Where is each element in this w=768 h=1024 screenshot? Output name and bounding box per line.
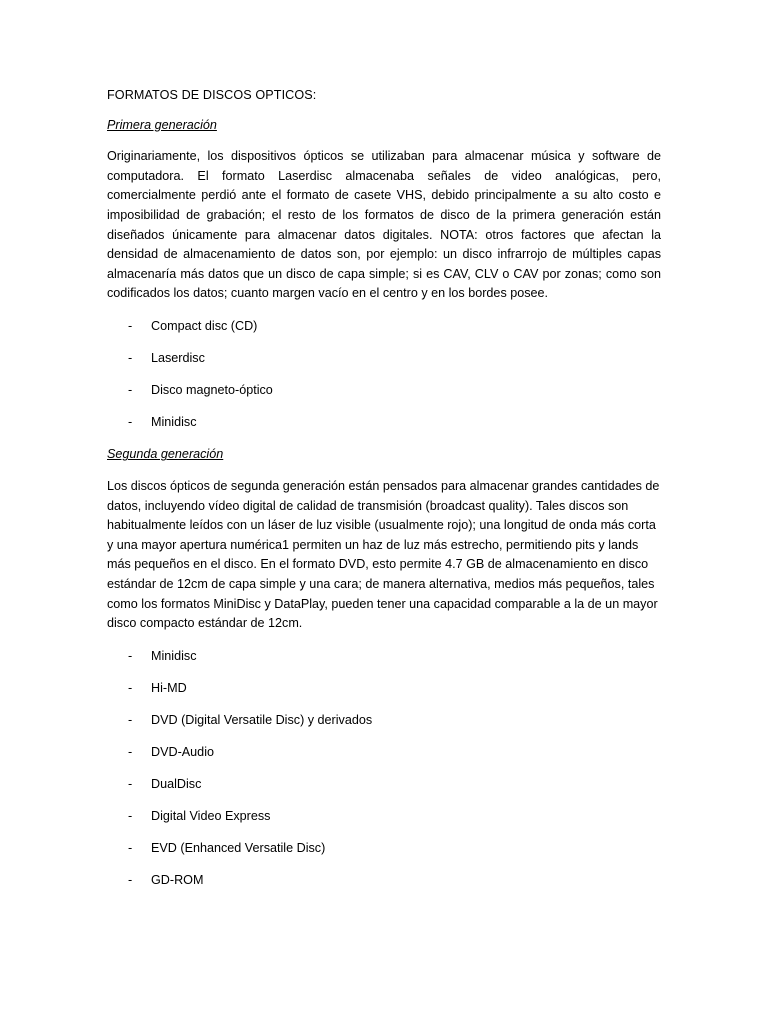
list-item (107, 381, 661, 401)
dash-bullet: - (128, 318, 133, 333)
list-item-label: Laserdisc (151, 350, 205, 365)
list-item (107, 349, 661, 369)
section-heading-segunda: Segunda generación (107, 447, 224, 462)
list-item (107, 711, 661, 731)
document-title: FORMATOS DE DISCOS OPTICOS: (107, 88, 317, 102)
list-item-label: DVD (Digital Versatile Disc) y derivados (151, 712, 373, 727)
dash-bullet: - (128, 680, 133, 695)
dash-bullet: - (128, 648, 133, 663)
format-list-segunda (107, 647, 661, 890)
dash-bullet: - (128, 840, 133, 855)
list-item (107, 317, 661, 337)
section-paragraph-primera: Originariamente, los dispositivos ópticos se utilizaban para almacenar música y software de computadora. El formato Laserdisc almacenaba señales de video analógicas, pero, comercialmente perdió ante el formato de casete VHS, debido principalmente a su alto costo e imposibilidad de grabación; el resto de los formatos de disco de la primera generación están diseñados únicamente para almacenar datos digitales. NOTA: otros factores que afectan la densidad de almacenamiento de datos son, por ejemplo: un disco infrarrojo de múltiples capas almacenaría más datos que un disco de capa simple; si es CAV, CLV o CAV por zonas; como son codificados los datos; cuanto margen vacío en el centro y en los bordes posee. (107, 149, 661, 301)
list-item-label: DualDisc (151, 776, 202, 791)
format-list-primera (107, 317, 661, 433)
dash-bullet: - (128, 776, 133, 791)
list-item (107, 871, 661, 891)
list-item-label: Hi-MD (151, 680, 187, 695)
list-item-label: Disco magneto-óptico (151, 382, 273, 397)
list-item (107, 647, 661, 667)
dash-bullet: - (128, 382, 133, 397)
list-item (107, 413, 661, 433)
dash-bullet: - (128, 350, 133, 365)
list-item-label: Minidisc (151, 414, 197, 429)
dash-bullet: - (128, 414, 133, 429)
dash-bullet: - (128, 712, 133, 727)
dash-bullet: - (128, 744, 133, 759)
list-item-label: DVD-Audio (151, 744, 214, 759)
list-item-label: EVD (Enhanced Versatile Disc) (151, 840, 326, 855)
list-item (107, 807, 661, 827)
list-item (107, 743, 661, 763)
document-page (107, 86, 661, 902)
list-item (107, 839, 661, 859)
dash-bullet: - (128, 808, 133, 823)
section-paragraph-segunda: Los discos ópticos de segunda generación están pensados para almacenar grandes cantidades de datos, incluyendo vídeo digital de calidad de transmisión (broadcast quality). Tales discos son habitualmente leídos con un láser de luz visible (usualmente rojo); una longitud de onda más corta y una mayor apertura numérica1 permiten un haz de luz más estrecho, permitiendo pits y lands más pequeños en el disco. En el formato DVD, esto permite 4.7 GB de almacenamiento en disco estándar de 12cm de capa simple y una cara; de manera alternativa, medios más pequeños, tales como los formatos MiniDisc y DataPlay, pueden tener una capacidad comparable a la de un mayor disco compacto estándar de 12cm. (107, 479, 660, 631)
list-item-label: GD-ROM (151, 872, 204, 887)
list-item-label: Minidisc (151, 648, 197, 663)
list-item-label: Compact disc (CD) (151, 318, 258, 333)
list-item (107, 775, 661, 795)
list-item (107, 679, 661, 699)
list-item-label: Digital Video Express (151, 808, 271, 823)
section-heading-primera: Primera generación (107, 117, 217, 132)
dash-bullet: - (128, 872, 133, 887)
